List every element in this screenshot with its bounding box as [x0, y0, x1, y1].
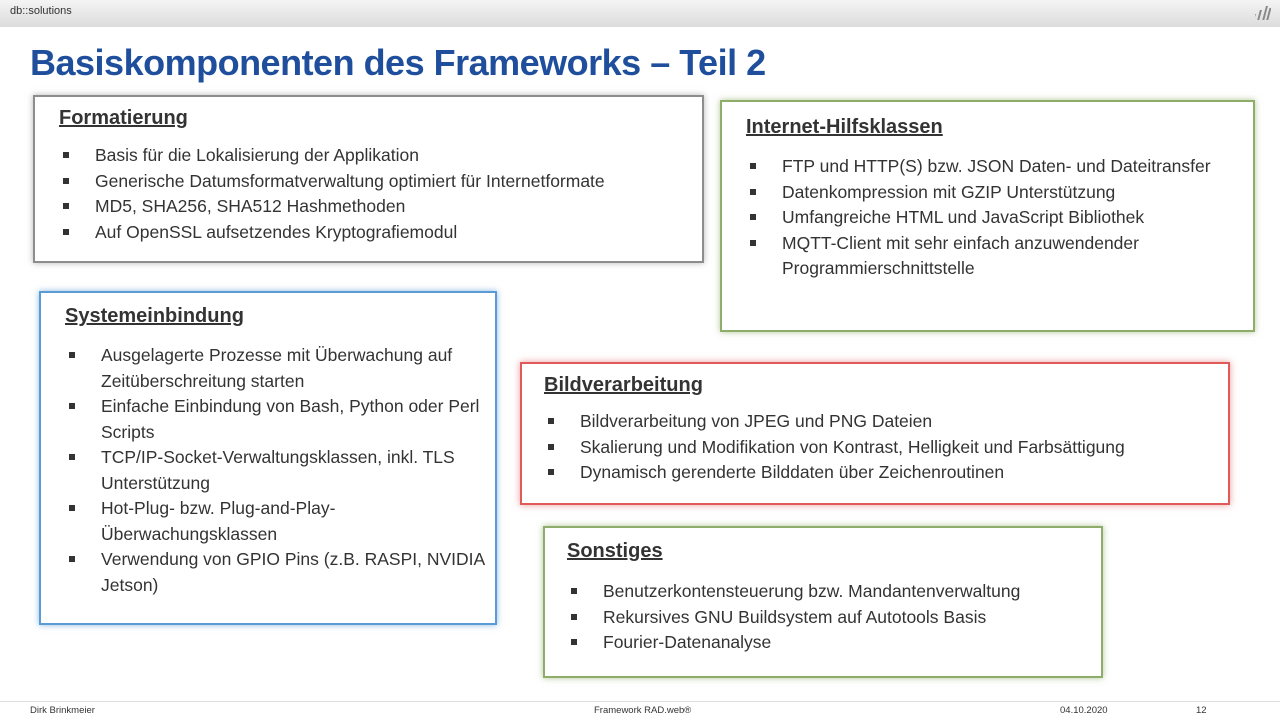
list-item — [567, 605, 1097, 631]
list-item — [567, 579, 1097, 605]
sonstiges-box — [543, 526, 1103, 678]
square-bullet-icon — [571, 614, 577, 620]
list-item — [746, 154, 1246, 180]
list-item — [746, 231, 1246, 282]
list-item-text: MD5, SHA256, SHA512 Hashmethoden — [95, 196, 406, 216]
list-item-text: Einfache Einbindung von Bash, Python oder Perl Scripts — [101, 396, 480, 442]
brand-name: db::solutions — [10, 5, 72, 17]
internet-hilfsklassen-heading: Internet-Hilfsklassen — [746, 116, 943, 138]
square-bullet-icon — [63, 178, 69, 184]
list-item — [65, 394, 485, 445]
internet-hilfsklassen-box — [720, 100, 1255, 332]
bildverarbeitung-box — [520, 362, 1230, 505]
footer-author: Dirk Brinkmeier — [30, 705, 95, 716]
formatierung-box — [33, 95, 704, 263]
list-item — [59, 194, 699, 220]
footer-product: Framework RAD.web® — [594, 705, 692, 716]
formatierung-heading: Formatierung — [59, 107, 188, 129]
list-item-text: Dynamisch gerenderte Bilddaten über Zeichenroutinen — [580, 462, 1005, 482]
list-item-text: Umfangreiche HTML und JavaScript Bibliothek — [782, 207, 1145, 227]
list-item-text: Bildverarbeitung von JPEG und PNG Dateien — [580, 411, 933, 431]
list-item-text: TCP/IP-Socket-Verwaltungsklassen, inkl. TLS Unterstützung — [101, 447, 455, 493]
list-item-text: Auf OpenSSL aufsetzendes Kryptografiemodul — [95, 221, 458, 242]
bars-logo-icon — [1255, 6, 1271, 20]
header-bar — [0, 0, 1280, 27]
systemeinbindung-box — [39, 291, 497, 625]
list-item-text: Generische Datumsformatverwaltung optimiert für Internetformate — [95, 170, 605, 191]
slide-title: Basiskomponenten des Frameworks – Teil 2 — [30, 42, 766, 83]
square-bullet-icon — [571, 588, 577, 594]
list-item-text: Fourier-Datenanalyse — [603, 632, 772, 652]
systemeinbindung-list — [65, 343, 485, 598]
square-bullet-icon — [750, 240, 756, 246]
list-item-text: FTP und HTTP(S) bzw. JSON Daten- und Dateitransfer — [782, 156, 1211, 176]
list-item-text: Hot-Plug- bzw. Plug-and-Play-Überwachungsklassen — [101, 498, 336, 544]
square-bullet-icon — [548, 469, 554, 475]
internet-hilfsklassen-list — [746, 154, 1246, 282]
square-bullet-icon — [750, 189, 756, 195]
square-bullet-icon — [69, 556, 75, 562]
list-item — [544, 435, 1224, 461]
square-bullet-icon — [571, 639, 577, 645]
list-item-text: Rekursives GNU Buildsystem auf Autotools Basis — [603, 606, 987, 627]
list-item — [544, 460, 1224, 486]
list-item — [544, 409, 1224, 435]
list-item — [746, 180, 1246, 206]
list-item-text: Verwendung von GPIO Pins (z.B. RASPI, NVIDIA Jetson) — [101, 549, 485, 595]
formatierung-list — [59, 143, 699, 245]
list-item — [59, 220, 699, 246]
square-bullet-icon — [63, 152, 69, 158]
square-bullet-icon — [750, 163, 756, 169]
sonstiges-heading: Sonstiges — [567, 540, 663, 562]
list-item-text: MQTT-Client mit sehr einfach anzuwendender Programmierschnittstelle — [782, 232, 1139, 278]
list-item — [567, 630, 1097, 656]
square-bullet-icon — [548, 444, 554, 450]
square-bullet-icon — [63, 203, 69, 209]
square-bullet-icon — [63, 229, 69, 235]
list-item-text: Skalierung und Modifikation von Kontrast, Helligkeit und Farbsättigung — [580, 436, 1125, 457]
square-bullet-icon — [69, 454, 75, 460]
square-bullet-icon — [69, 403, 75, 409]
list-item — [59, 143, 699, 169]
list-item-text: Basis für die Lokalisierung der Applikation — [95, 145, 419, 165]
list-item-text: Ausgelagerte Prozesse mit Überwachung auf Zeitüberschreitung starten — [101, 345, 453, 391]
square-bullet-icon — [750, 214, 756, 220]
square-bullet-icon — [548, 418, 554, 424]
bildverarbeitung-list — [544, 409, 1224, 486]
square-bullet-icon — [69, 505, 75, 511]
sonstiges-list — [567, 579, 1097, 656]
bildverarbeitung-heading: Bildverarbeitung — [544, 374, 703, 396]
list-item — [65, 496, 485, 547]
list-item — [65, 547, 485, 598]
square-bullet-icon — [69, 352, 75, 358]
list-item — [65, 445, 485, 496]
list-item — [59, 169, 699, 195]
footer-divider — [0, 701, 1280, 702]
list-item — [746, 205, 1246, 231]
footer-page-number: 12 — [1196, 705, 1207, 716]
list-item-text: Benutzerkontensteuerung bzw. Mandantenverwaltung — [603, 581, 1021, 601]
list-item — [65, 343, 485, 394]
list-item-text: Datenkompression mit GZIP Unterstützung — [782, 181, 1116, 202]
systemeinbindung-heading: Systemeinbindung — [65, 305, 244, 327]
footer-date: 04.10.2020 — [1060, 705, 1108, 716]
